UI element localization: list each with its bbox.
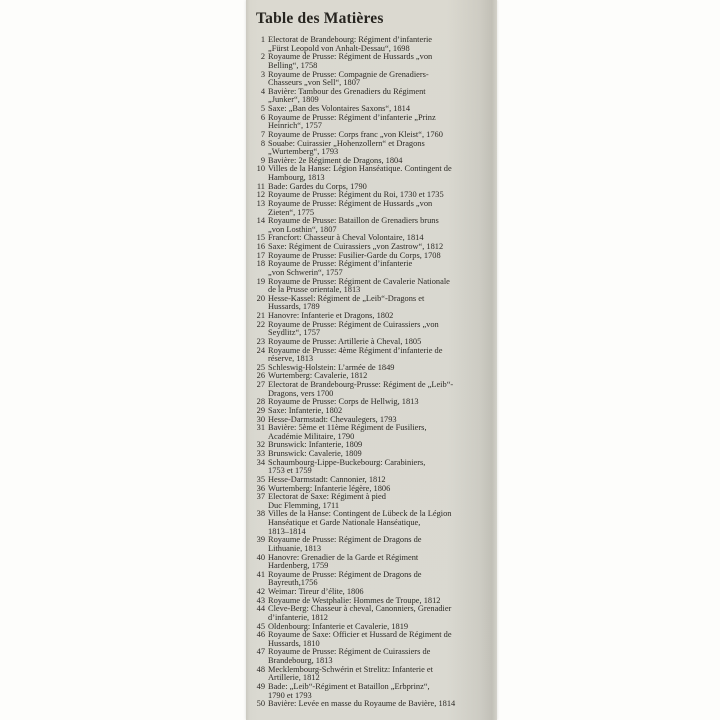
entry-line: Duc Flemming, 1711 <box>268 500 340 510</box>
entry-number: 47 <box>256 647 265 657</box>
entry-line: Brunswick: Cavalerie, 1809 <box>268 449 362 458</box>
entry-number: 45 <box>256 621 265 631</box>
toc-entry <box>252 648 490 665</box>
entry-line: d’infanterie, 1812 <box>268 612 328 622</box>
entry-line: Wurtemberg: Infanterie légère, 1806 <box>268 483 391 493</box>
entry-line: Bavière: 5ème et 11ème Régiment de Fusiliers, <box>268 423 427 433</box>
entry-number: 10 <box>256 164 265 174</box>
entry-number: 21 <box>256 311 265 320</box>
entry-number: 12 <box>256 190 265 200</box>
entry-number: 30 <box>256 414 265 424</box>
entry-number: 6 <box>260 112 265 122</box>
toc-entry <box>252 53 490 70</box>
entry-line: Lithuanie, 1813 <box>268 543 322 553</box>
entry-line: Oldenbourg: Infanterie et Cavalerie, 1819 <box>268 621 409 631</box>
entry-line: Cleve-Berg: Chasseur à cheval, Canonniers, Grenadier <box>268 604 452 614</box>
entry-number: 11 <box>256 181 265 191</box>
entry-number: 25 <box>256 362 265 372</box>
entry-number: 8 <box>260 138 265 148</box>
entry-line: Electorat de Brandebourg-Prusse: Régiment de „Leib“- <box>268 380 454 389</box>
entry-number: 29 <box>256 405 265 415</box>
toc-entry <box>252 295 490 312</box>
entry-number: 24 <box>256 345 265 355</box>
entry-line: Royaume de Prusse: Régiment de Cuirassiers „von <box>268 319 439 329</box>
entry-line: Royaume de Prusse: Régiment du Roi, 1730 et 1735 <box>268 190 444 200</box>
entry-number: 16 <box>256 242 265 251</box>
toc-entry <box>252 700 490 709</box>
entry-line: Heinrich“, 1757 <box>268 121 322 131</box>
entry-line: „von Losthin“, 1807 <box>268 224 337 234</box>
entry-line: Royaume de Prusse: Régiment d’infanterie „Prinz <box>268 112 436 122</box>
entry-line: Belling“, 1758 <box>268 60 318 70</box>
entry-line: Royaume de Prusse: Corps de Hellwig, 1813 <box>268 397 419 407</box>
toc-entry <box>252 347 490 364</box>
scanned-page <box>246 0 497 720</box>
entry-number: 5 <box>260 104 265 113</box>
entry-number: 26 <box>256 371 265 381</box>
entry-number: 17 <box>256 250 265 260</box>
toc-entry <box>252 493 490 510</box>
toc-entry <box>252 278 490 295</box>
entry-line: Royaume de Prusse: Régiment de Hussards „von <box>268 198 433 208</box>
entry-line: Hanovre: Grenadier de la Garde et Régiment <box>268 552 419 562</box>
entry-line: Royaume de Prusse: Corps franc „von Kleist“, 1760 <box>268 129 443 139</box>
entry-number: 43 <box>256 595 265 605</box>
toc-entry <box>252 71 490 88</box>
entry-number: 50 <box>256 699 265 709</box>
entry-line: Royaume de Westphalie: Hommes de Troupe, 1812 <box>268 595 441 605</box>
entry-line: Chasseurs „von Sell“, 1807 <box>268 78 361 88</box>
entry-line: Bavière: 2e Régiment de Dragons, 1804 <box>268 155 403 165</box>
page-title: Table des Matières <box>256 10 384 27</box>
entry-line: Royaume de Prusse: 4ème Régiment d’infanterie de <box>268 345 443 355</box>
entry-line: Royaume de Prusse: Régiment de Hussards „von <box>268 52 433 62</box>
entry-number: 2 <box>260 52 265 62</box>
toc-entry <box>252 683 490 700</box>
entry-line: Royaume de Prusse: Régiment d’infanterie <box>268 259 413 269</box>
entry-line: Saxe: „Ban des Volontaires Saxons“, 1814 <box>268 104 411 113</box>
entry-line: Bavière: Tambour des Grenadiers du Régiment <box>268 86 426 96</box>
entry-line: Souabe: Cuirassier „Hohenzollern“ et Dragons <box>268 138 425 148</box>
toc-entry <box>252 571 490 588</box>
toc-entry <box>252 536 490 553</box>
entry-number: 27 <box>256 380 265 389</box>
entry-line: Royaume de Prusse: Régiment de Cavalerie Nationale <box>268 276 450 286</box>
entry-line: Brandebourg, 1813 <box>268 656 333 665</box>
entry-number: 15 <box>256 233 265 243</box>
entry-line: Francfort: Chasseur à Cheval Volontaire, 1814 <box>268 233 424 243</box>
entry-number: 9 <box>260 155 265 165</box>
entry-number: 35 <box>256 474 265 484</box>
entry-number: 49 <box>256 681 265 691</box>
entry-number: 36 <box>256 483 265 493</box>
entry-number: 34 <box>256 457 265 467</box>
toc-entry <box>252 381 490 398</box>
toc-list <box>252 36 490 709</box>
entry-number: 19 <box>256 276 265 286</box>
entry-number: 38 <box>256 509 265 519</box>
entry-line: Seydlitz“, 1757 <box>268 328 321 338</box>
entry-line: Saxe: Régiment de Cuirassiers „von Zastrow“, 1812 <box>268 242 444 251</box>
entry-line: Schaumbourg-Lippe-Buckebourg: Carabiniers, <box>268 457 426 467</box>
entry-line: Royaume de Prusse: Artillerie à Cheval, 1805 <box>268 336 422 346</box>
entry-line: Hanséatique et Garde Nationale Hanséatique, <box>268 518 421 527</box>
entry-line: Hussards, 1789 <box>268 302 320 312</box>
entry-number: 1 <box>260 35 265 44</box>
entry-line: Bavière: Levée en masse du Royaume de Bavière, 1814 <box>268 699 456 709</box>
entry-number: 44 <box>256 604 265 614</box>
entry-number: 18 <box>256 259 265 269</box>
toc-entry <box>252 217 490 234</box>
toc-entry <box>252 605 490 622</box>
entry-line: Royaume de Prusse: Compagnie de Grenadiers- <box>268 69 429 79</box>
entry-line: Royaume de Prusse: Régiment de Dragons de <box>268 535 422 545</box>
entry-line: Bayreuth,1756 <box>268 578 318 588</box>
entry-line: Villes de la Hanse: Légion Hanséatique. Contingent de <box>268 164 452 174</box>
toc-entry <box>252 165 490 182</box>
entry-line: Zieten“, 1775 <box>268 207 315 217</box>
entry-line: Villes de la Hanse: Contingent de Lübeck de la Légion <box>268 509 452 519</box>
toc-entry <box>252 88 490 105</box>
entry-line: Hanovre: Infanterie et Dragons, 1802 <box>268 311 394 320</box>
toc-entry <box>252 114 490 131</box>
entry-line: Royaume de Prusse: Fusilier-Garde du Corps, 1708 <box>268 250 441 260</box>
entry-line: Hesse-Darmstadt: Chevaulegers, 1793 <box>268 414 397 424</box>
entry-number: 3 <box>260 69 265 79</box>
entry-number: 14 <box>256 216 265 226</box>
toc-entry <box>252 424 490 441</box>
entry-line: Wurtemberg: Cavalerie, 1812 <box>268 371 368 381</box>
entry-number: 37 <box>256 492 265 502</box>
entry-line: réserve, 1813 <box>268 354 314 364</box>
toc-entry <box>252 321 490 338</box>
entry-number: 48 <box>256 664 265 674</box>
toc-entry <box>252 36 490 53</box>
entry-number: 13 <box>256 198 265 208</box>
entry-line: „Wurtemberg“, 1793 <box>268 147 339 157</box>
entry-number: 41 <box>256 569 265 579</box>
entry-number: 23 <box>256 336 265 346</box>
entry-number: 33 <box>256 449 265 458</box>
entry-number: 28 <box>256 397 265 407</box>
entry-line: „Junker“, 1809 <box>268 95 319 105</box>
toc-entry <box>252 666 490 683</box>
entry-line: Dragons, vers 1700 <box>268 388 334 398</box>
entry-line: Hambourg, 1813 <box>268 173 325 182</box>
entry-line: Electorat de Saxe: Régiment à pied <box>268 492 386 502</box>
entry-line: 1753 et 1759 <box>268 466 312 476</box>
entry-line: „Fürst Leopold von Anhalt-Dessau“, 1698 <box>268 43 410 53</box>
toc-entry <box>252 631 490 648</box>
entry-number: 4 <box>260 86 265 96</box>
entry-number: 46 <box>256 630 265 640</box>
entry-number: 32 <box>256 440 265 450</box>
entry-line: Electorat de Brandebourg: Régiment d’infanterie <box>268 35 433 44</box>
entry-line: „von Schwerin“, 1757 <box>268 267 343 277</box>
entry-line: Hesse-Kassel: Régiment de „Leib“-Dragons et <box>268 293 425 303</box>
toc-entry <box>252 554 490 571</box>
entry-number: 31 <box>256 423 265 433</box>
entry-line: de la Prusse orientale, 1813 <box>268 285 361 295</box>
entry-line: Hardenberg, 1759 <box>268 561 329 571</box>
entry-number: 7 <box>260 129 265 139</box>
toc-entry <box>252 200 490 217</box>
entry-number: 20 <box>256 293 265 303</box>
entry-number: 42 <box>256 587 265 596</box>
entry-line: Royaume de Saxe: Officier et Hussard de Régiment de <box>268 630 452 640</box>
entry-line: Bade: Gardes du Corps, 1790 <box>268 181 367 191</box>
entry-line: Hussards, 1810 <box>268 638 320 648</box>
entry-line: 1790 et 1793 <box>268 690 312 700</box>
toc-entry <box>252 459 490 476</box>
entry-line: Brunswick: Infanterie, 1809 <box>268 440 363 450</box>
entry-line: Royaume de Prusse: Régiment de Cuirassiers de <box>268 647 431 657</box>
entry-line: Hesse-Darmstadt: Cannonier, 1812 <box>268 474 386 484</box>
toc-entry <box>252 140 490 157</box>
entry-line: Royaume de Prusse: Bataillon de Grenadiers bruns <box>268 216 439 226</box>
toc-entry <box>252 510 490 536</box>
entry-number: 40 <box>256 552 265 562</box>
entry-line: Mecklembourg-Schwérin et Strelitz: Infanterie et <box>268 664 433 674</box>
entry-line: Artillerie, 1812 <box>268 673 320 683</box>
entry-line: Schleswig-Holstein: L’armée de 1849 <box>268 362 395 372</box>
entry-line: Académie Militaire, 1790 <box>268 431 355 441</box>
entry-number: 39 <box>256 535 265 545</box>
entry-line: 1813–1814 <box>268 526 306 536</box>
entry-line: Weimar: Tireur d’élite, 1806 <box>268 587 364 596</box>
entry-line: Royaume de Prusse: Régiment de Dragons de <box>268 569 422 579</box>
entry-number: 22 <box>256 319 265 329</box>
entry-line: Saxe: Infanterie, 1802 <box>268 405 343 415</box>
entry-line: Bade: „Leib“-Régiment et Bataillon „Erbprinz“, <box>268 681 430 691</box>
toc-entry <box>252 260 490 277</box>
